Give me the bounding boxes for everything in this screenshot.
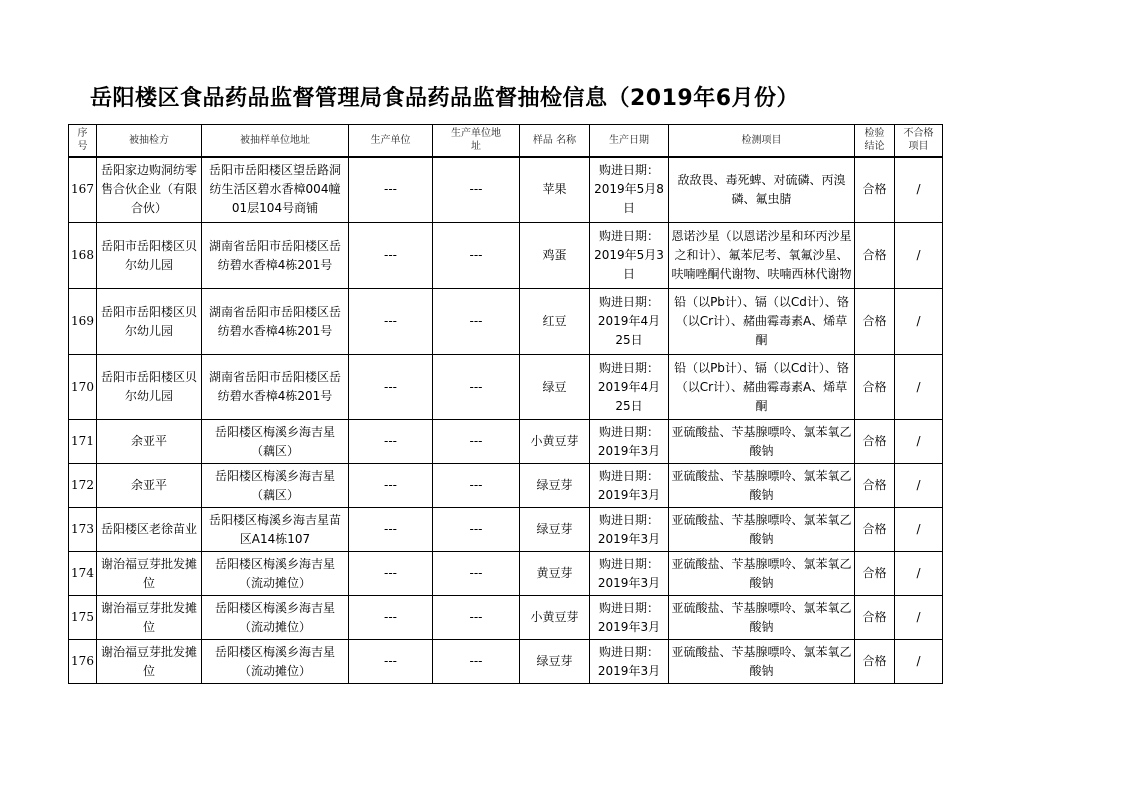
cell-production-date: 购进日期：2019年3月 [590,640,669,684]
col-header-producer: 生产单位 [349,125,433,157]
cell-seq: 172 [69,464,97,508]
cell-sample: 鸡蛋 [520,223,590,289]
cell-result: 合格 [855,640,895,684]
inspection-table [68,124,943,684]
cell-inspected: 岳阳市岳阳楼区贝尔幼儿园 [97,223,202,289]
col-header-result: 检验 结论 [855,125,895,157]
cell-producer: --- [349,508,433,552]
table-row [69,552,943,596]
table-row [69,223,943,289]
table-row [69,464,943,508]
cell-producer: --- [349,640,433,684]
cell-inspected: 岳阳市岳阳楼区贝尔幼儿园 [97,355,202,420]
table-row [69,420,943,464]
cell-production-date: 购进日期：2019年5月3日 [590,223,669,289]
table-row [69,640,943,684]
cell-inspected: 谢治福豆芽批发摊位 [97,552,202,596]
col-header-producer-address: 生产单位地 址 [433,125,520,157]
table-row [69,289,943,355]
col-header-production-date: 生产日期 [590,125,669,157]
cell-unqualified: / [895,640,943,684]
cell-address: 湖南省岳阳市岳阳楼区岳纺碧水香樟4栋201号 [202,289,349,355]
cell-sample: 小黄豆芽 [520,420,590,464]
cell-producer-address: --- [433,508,520,552]
cell-producer: --- [349,596,433,640]
cell-result: 合格 [855,596,895,640]
cell-sample: 绿豆芽 [520,464,590,508]
cell-producer: --- [349,355,433,420]
table-row [69,355,943,420]
cell-sample: 绿豆 [520,355,590,420]
cell-inspected: 余亚平 [97,420,202,464]
cell-sample: 黄豆芽 [520,552,590,596]
cell-test-items: 铅（以Pb计）、镉（以Cd计）、铬（以Cr计）、赭曲霉毒素A、烯草酮 [669,355,855,420]
cell-production-date: 购进日期：2019年4月25日 [590,289,669,355]
cell-unqualified: / [895,157,943,223]
cell-unqualified: / [895,596,943,640]
table-row [69,157,943,223]
cell-result: 合格 [855,420,895,464]
cell-inspected: 谢治福豆芽批发摊位 [97,596,202,640]
col-header-inspected: 被抽检方 [97,125,202,157]
cell-test-items: 敌敌畏、毒死蜱、对硫磷、丙溴磷、氟虫腈 [669,157,855,223]
cell-seq: 173 [69,508,97,552]
cell-seq: 170 [69,355,97,420]
table-row [69,508,943,552]
cell-test-items: 恩诺沙星（以恩诺沙星和环丙沙星之和计）、氟苯尼考、氧氟沙星、呋喃唑酮代谢物、呋喃西林代谢物 [669,223,855,289]
cell-result: 合格 [855,552,895,596]
cell-sample: 苹果 [520,157,590,223]
cell-address: 岳阳楼区梅溪乡海吉星（流动摊位） [202,552,349,596]
cell-result: 合格 [855,464,895,508]
cell-unqualified: / [895,289,943,355]
cell-producer: --- [349,552,433,596]
cell-test-items: 铅（以Pb计）、镉（以Cd计）、铬（以Cr计）、赭曲霉毒素A、烯草酮 [669,289,855,355]
cell-result: 合格 [855,157,895,223]
cell-production-date: 购进日期：2019年5月8日 [590,157,669,223]
cell-test-items: 亚硫酸盐、苄基腺嘌呤、氯苯氧乙酸钠 [669,552,855,596]
cell-test-items: 亚硫酸盐、苄基腺嘌呤、氯苯氧乙酸钠 [669,420,855,464]
cell-production-date: 购进日期：2019年3月 [590,420,669,464]
cell-address: 岳阳楼区梅溪乡海吉星（藕区） [202,464,349,508]
cell-address: 湖南省岳阳市岳阳楼区岳纺碧水香樟4栋201号 [202,355,349,420]
cell-result: 合格 [855,223,895,289]
cell-unqualified: / [895,508,943,552]
cell-unqualified: / [895,420,943,464]
cell-production-date: 购进日期：2019年3月 [590,596,669,640]
cell-unqualified: / [895,464,943,508]
cell-producer-address: --- [433,596,520,640]
cell-seq: 174 [69,552,97,596]
cell-address: 岳阳市岳阳楼区望岳路洞纺生活区碧水香樟004幢01层104号商铺 [202,157,349,223]
cell-test-items: 亚硫酸盐、苄基腺嘌呤、氯苯氧乙酸钠 [669,508,855,552]
cell-producer-address: --- [433,289,520,355]
cell-producer: --- [349,420,433,464]
col-header-address: 被抽样单位地址 [202,125,349,157]
cell-unqualified: / [895,355,943,420]
cell-producer-address: --- [433,552,520,596]
cell-producer: --- [349,157,433,223]
col-header-test-items: 检测项目 [669,125,855,157]
cell-producer: --- [349,464,433,508]
cell-test-items: 亚硫酸盐、苄基腺嘌呤、氯苯氧乙酸钠 [669,596,855,640]
cell-address: 岳阳楼区梅溪乡海吉星（藕区） [202,420,349,464]
cell-inspected: 谢治福豆芽批发摊位 [97,640,202,684]
cell-unqualified: / [895,552,943,596]
cell-result: 合格 [855,289,895,355]
cell-production-date: 购进日期：2019年3月 [590,508,669,552]
cell-inspected: 岳阳楼区老徐苗业 [97,508,202,552]
cell-production-date: 购进日期：2019年3月 [590,464,669,508]
col-header-sample: 样品 名称 [520,125,590,157]
cell-seq: 169 [69,289,97,355]
cell-producer-address: --- [433,223,520,289]
col-header-unqualified: 不合格 项目 [895,125,943,157]
table-body [69,157,943,684]
cell-inspected: 岳阳市岳阳楼区贝尔幼儿园 [97,289,202,355]
cell-producer-address: --- [433,420,520,464]
cell-seq: 176 [69,640,97,684]
cell-result: 合格 [855,355,895,420]
table-header-row [69,125,943,157]
cell-seq: 167 [69,157,97,223]
cell-address: 岳阳楼区梅溪乡海吉星（流动摊位） [202,596,349,640]
cell-test-items: 亚硫酸盐、苄基腺嘌呤、氯苯氧乙酸钠 [669,640,855,684]
cell-sample: 绿豆芽 [520,508,590,552]
cell-address: 岳阳楼区梅溪乡海吉星（流动摊位） [202,640,349,684]
cell-result: 合格 [855,508,895,552]
cell-producer-address: --- [433,157,520,223]
cell-seq: 168 [69,223,97,289]
page-title: 岳阳楼区食品药品监督管理局食品药品监督抽检信息（2019年6月份） [90,86,800,111]
cell-seq: 171 [69,420,97,464]
cell-unqualified: / [895,223,943,289]
cell-seq: 175 [69,596,97,640]
cell-production-date: 购进日期：2019年3月 [590,552,669,596]
cell-sample: 绿豆芽 [520,640,590,684]
cell-producer: --- [349,289,433,355]
cell-production-date: 购进日期：2019年4月25日 [590,355,669,420]
cell-sample: 小黄豆芽 [520,596,590,640]
cell-sample: 红豆 [520,289,590,355]
cell-inspected: 余亚平 [97,464,202,508]
cell-producer-address: --- [433,464,520,508]
cell-inspected: 岳阳家边购洞纺零售合伙企业（有限合伙） [97,157,202,223]
cell-producer-address: --- [433,355,520,420]
cell-test-items: 亚硫酸盐、苄基腺嘌呤、氯苯氧乙酸钠 [669,464,855,508]
table-row [69,596,943,640]
cell-producer-address: --- [433,640,520,684]
cell-producer: --- [349,223,433,289]
cell-address: 湖南省岳阳市岳阳楼区岳纺碧水香樟4栋201号 [202,223,349,289]
col-header-seq: 序 号 [69,125,97,157]
cell-address: 岳阳楼区梅溪乡海吉星苗区A14栋107 [202,508,349,552]
